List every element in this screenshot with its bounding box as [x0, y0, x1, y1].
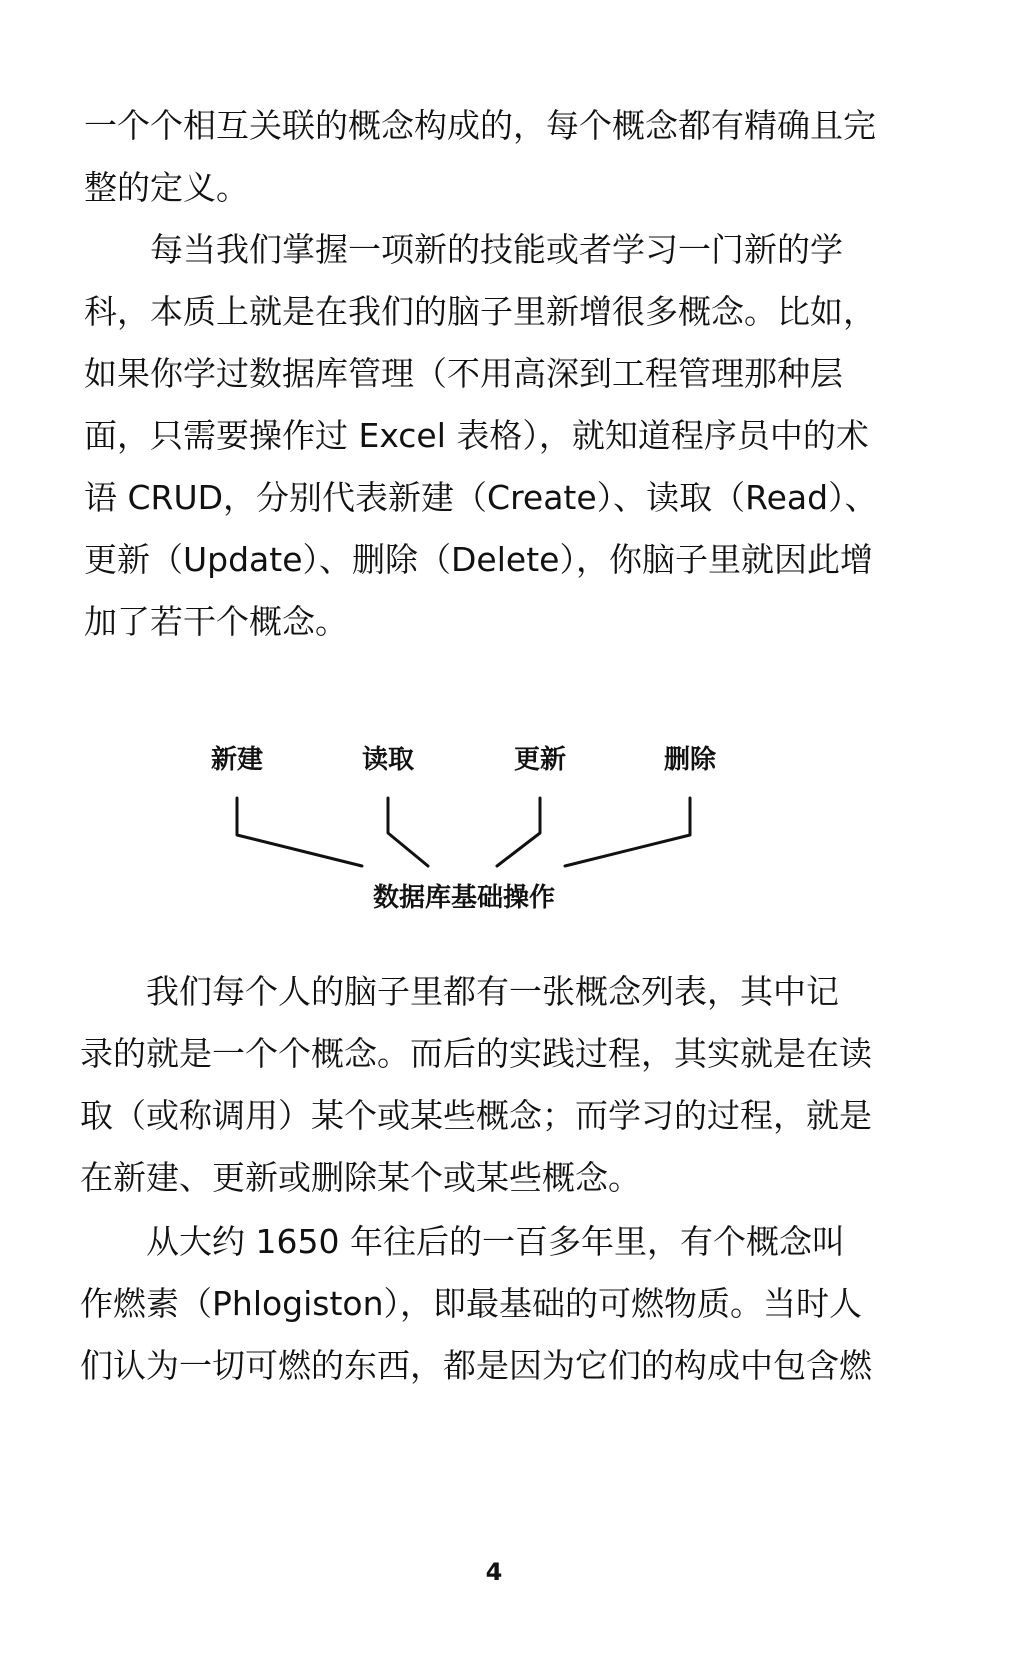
text-line: 面，只需要操作过 Excel 表格），就知道程序员中的术 — [84, 416, 869, 455]
connector-update — [497, 798, 540, 866]
text-line: 语 CRUD，分别代表新建（Create）、读取（Read）、 — [84, 478, 878, 517]
node-database-basic-operations: 数据库基础操作 — [372, 883, 555, 913]
text-line: 加了若干个概念。 — [84, 602, 348, 641]
node-delete: 删除 — [663, 745, 716, 775]
connector-create — [237, 798, 362, 866]
text-line: 一个个相互关联的概念构成的，每个概念都有精确且完 — [84, 106, 876, 145]
text-line: 取（或称调用）某个或某些概念；而学习的过程，就是 — [80, 1096, 872, 1135]
connector-read — [388, 798, 428, 866]
node-read: 读取 — [361, 745, 414, 775]
text-line: 在新建、更新或删除某个或某些概念。 — [80, 1158, 641, 1197]
text-line: 科，本质上就是在我们的脑子里新增很多概念。比如， — [84, 292, 876, 331]
connector-delete — [565, 798, 690, 866]
text-line: 更新（Update）、删除（Delete），你脑子里就因此增 — [84, 540, 873, 579]
node-create: 新建 — [210, 745, 263, 775]
text-line: 整的定义。 — [84, 168, 249, 207]
page-number: 4 — [485, 1558, 503, 1586]
text-line: 如果你学过数据库管理（不用高深到工程管理那种层 — [84, 354, 843, 393]
text-line: 从大约 1650 年往后的一百多年里，有个概念叫 — [146, 1222, 845, 1261]
text-line: 们认为一切可燃的东西，都是因为它们的构成中包含燃 — [80, 1346, 872, 1385]
text-line: 作燃素（Phlogiston），即最基础的可燃物质。当时人 — [80, 1284, 863, 1323]
text-line: 每当我们掌握一项新的技能或者学习一门新的学 — [150, 230, 843, 269]
node-update: 更新 — [513, 745, 566, 775]
text-line: 我们每个人的脑子里都有一张概念列表，其中记 — [146, 972, 839, 1011]
crud-diagram — [0, 745, 1028, 975]
text-line: 录的就是一个个概念。而后的实践过程，其实就是在读 — [80, 1034, 872, 1073]
connector-lines — [0, 745, 1028, 975]
